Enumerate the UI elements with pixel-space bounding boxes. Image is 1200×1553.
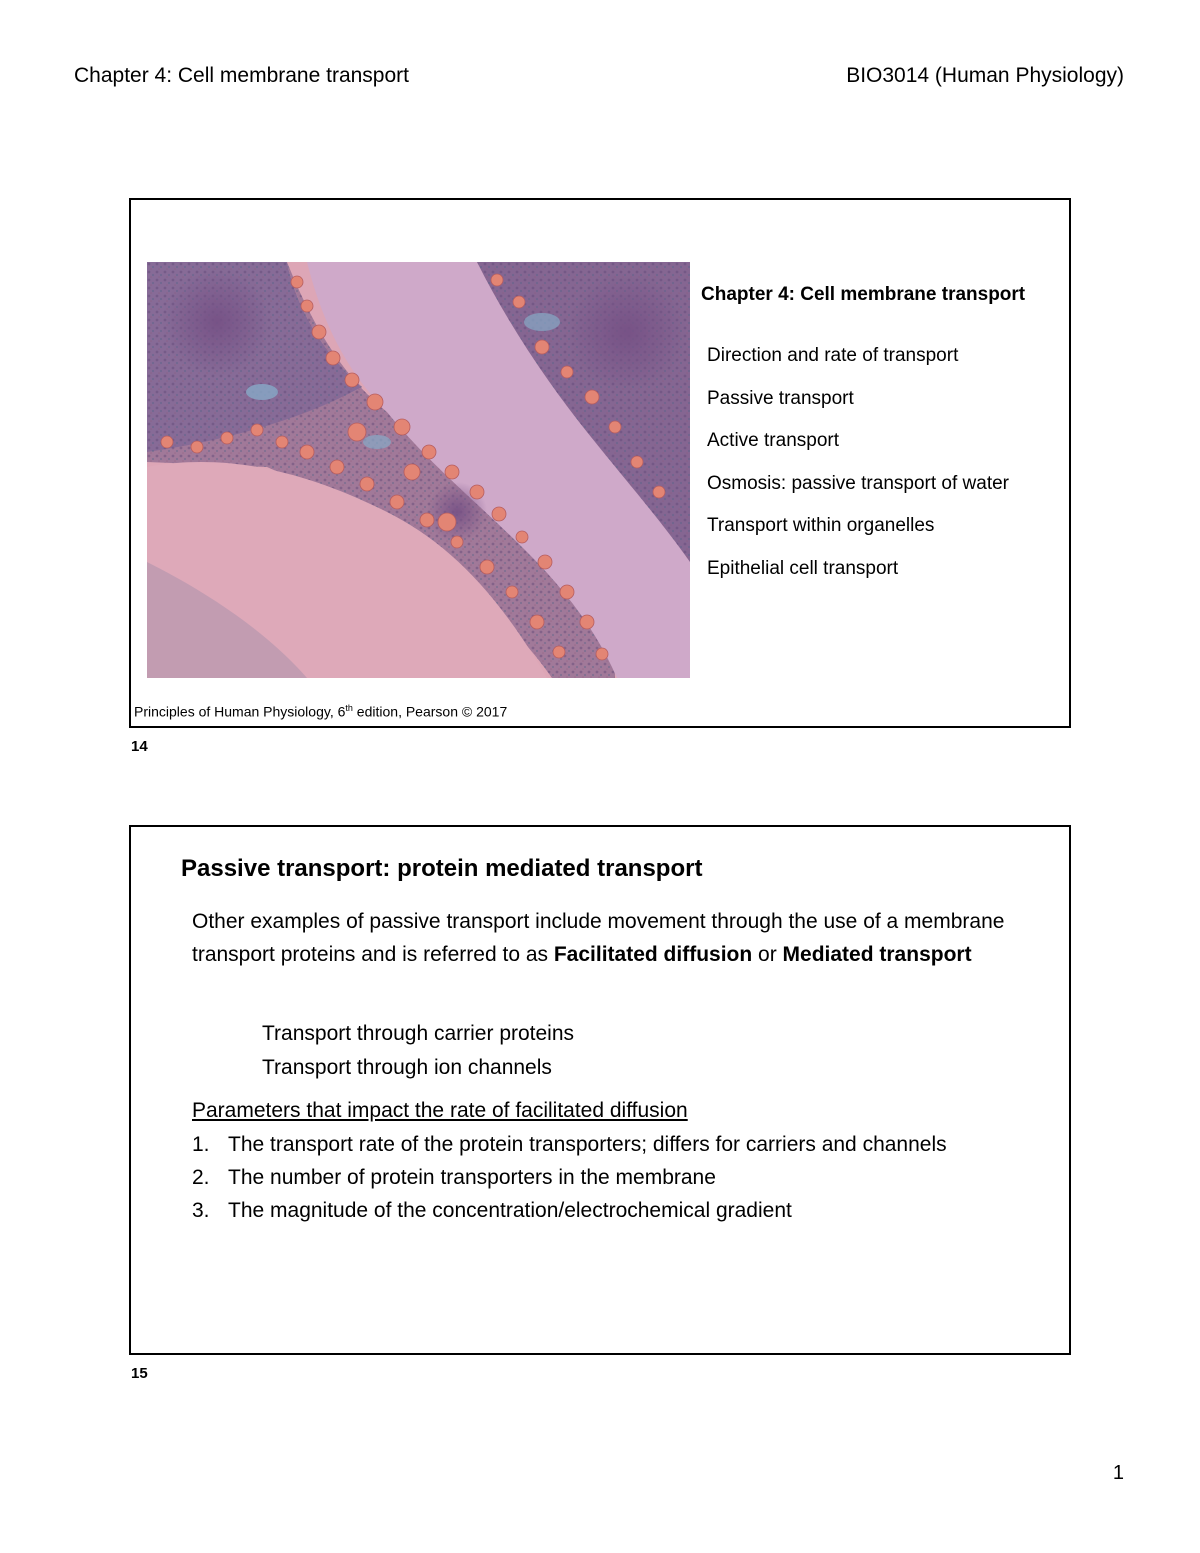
header-course-code: BIO3014 (Human Physiology) — [846, 64, 1124, 87]
transport-types-list — [262, 1017, 574, 1085]
list-item — [192, 1194, 1032, 1227]
term-mediated-transport: Mediated transport — [782, 943, 972, 966]
para-text: Other examples of passive transport include movement through the use of a membrane transport proteins and is referred to as — [192, 910, 1005, 966]
list-item: Active transport — [707, 430, 839, 451]
header-chapter-title: Chapter 4: Cell membrane transport — [74, 64, 409, 87]
credit-text-end: edition, Pearson © 2017 — [352, 703, 508, 720]
slide-number-14: 14 — [131, 738, 148, 755]
item-text: The magnitude of the concentration/electrochemical gradient — [228, 1199, 792, 1222]
item-number: 1. — [192, 1133, 210, 1156]
list-item: Passive transport — [707, 387, 854, 409]
item-text: The number of protein transporters in the membrane — [228, 1166, 716, 1189]
list-item — [192, 1161, 1032, 1194]
list-item: Osmosis: passive transport of water — [707, 472, 1009, 494]
slide-number-15: 15 — [131, 1365, 148, 1382]
micrograph-image — [147, 262, 690, 678]
intro-paragraph — [192, 905, 1032, 971]
page-number: 1 — [1112, 1462, 1124, 1484]
list-item: Epithelial cell transport — [707, 557, 899, 579]
image-credit — [134, 703, 507, 720]
slide-15 — [129, 825, 1071, 1355]
credit-text: Principles of Human Physiology, 6 — [134, 703, 346, 720]
para-or: or — [752, 943, 783, 966]
list-item: Transport through ion channels — [262, 1056, 552, 1079]
term-facilitated-diffusion: Facilitated diffusion — [553, 943, 753, 966]
credit-sup: th — [345, 703, 353, 713]
list-item — [192, 1128, 1032, 1161]
parameters-list — [192, 1128, 1032, 1227]
item-text: The transport rate of the protein transporters; differs for carriers and channels — [228, 1133, 947, 1156]
parameters-heading: Parameters that impact the rate of facilitated diffusion — [192, 1099, 688, 1122]
slide-14-title: Chapter 4: Cell membrane transport — [701, 284, 1026, 305]
list-item: Transport within organelles — [707, 515, 935, 536]
slide-15-title: Passive transport: protein mediated transport — [181, 855, 703, 882]
item-number: 3. — [192, 1199, 210, 1222]
list-item: Transport through carrier proteins — [262, 1022, 575, 1045]
list-item: Direction and rate of transport — [707, 345, 959, 366]
slide-14 — [129, 198, 1071, 728]
item-number: 2. — [192, 1166, 210, 1189]
slide-14-topic-list — [707, 342, 1009, 597]
